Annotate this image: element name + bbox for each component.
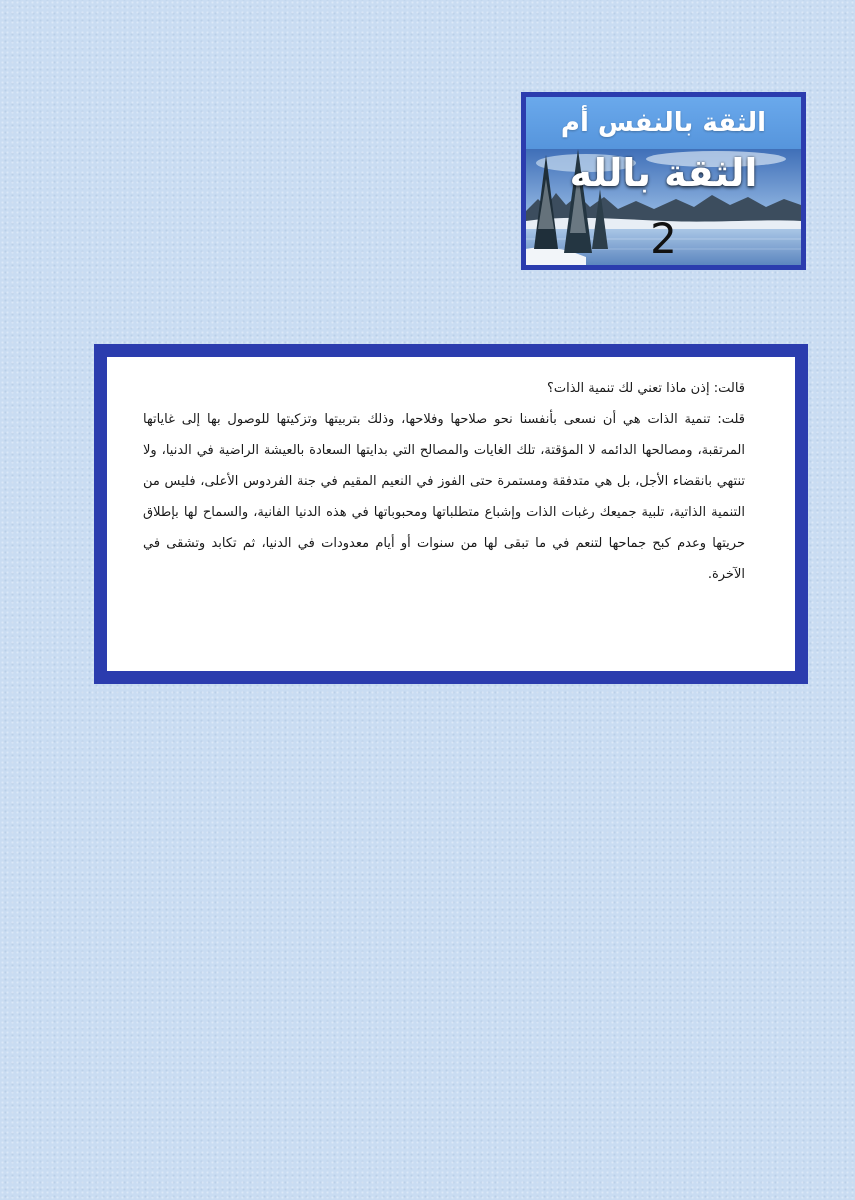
title-band bbox=[526, 97, 801, 149]
text-panel bbox=[94, 344, 808, 684]
title-line-1: الثقة بالنفس أم bbox=[560, 108, 767, 138]
part-number: 2 bbox=[650, 214, 677, 263]
title-line-2: الثقة بالله bbox=[569, 151, 758, 195]
text-content bbox=[143, 373, 745, 590]
title-card bbox=[521, 92, 806, 270]
answer-paragraph: قلت: تنمية الذات هي أن نسعى بأنفسنا نحو صلاحها وفلاحها، وذلك بتربيتها وتزكيتها للوصول بها إلى غاياتها المرتقبة، ومصالحها الدائمه لا المؤقتة، تلك الغايات والمصالح التي بدايتها السعادة بالعيشة الراضية في الدنيا، ولا تنتهي بانقضاء الأجل، بل هي متدفقة ومستمرة حتى الفوز في النعيم المقيم في جنة الفردوس الأعلى، فليس من التنمية الذاتية، تلبية جميعك رغبات الذات وإشباع متطلباتها ومحبوباتها في هذه الدنيا الفانية، والسماح لها بإطلاق حريتها وعدم كبح جماحها لتنعم في ما تبقى لها من سنوات أو أيام معدودات في الدنيا، ثم تكابد وتشقى في الآخرة. bbox=[143, 412, 745, 582]
question-paragraph: قالت: إذن ماذا تعني لك تنمية الذات؟ bbox=[546, 381, 745, 396]
